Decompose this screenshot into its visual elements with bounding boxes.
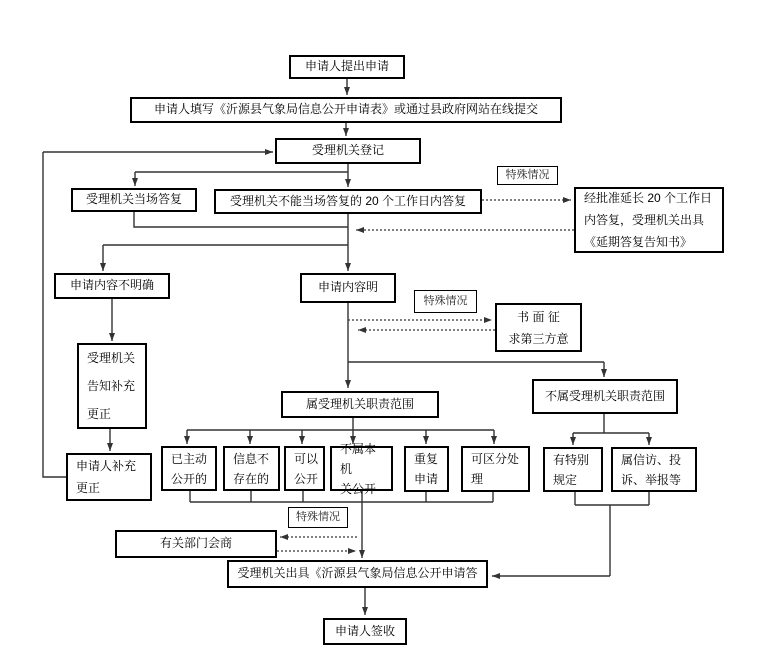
node-apply: 申请人提出申请 bbox=[289, 55, 405, 79]
node-register: 受理机关登记 bbox=[275, 138, 421, 164]
node-fill-form: 申请人填写《沂源县气象局信息公开申请表》或通过县政府网站在线提交 bbox=[130, 97, 562, 123]
node-department-consult: 有关部门会商 bbox=[115, 530, 277, 558]
node-petition-complaint: 属信访、投 诉、举报等 bbox=[611, 447, 697, 492]
node-already-public: 已主动 公开的 bbox=[161, 446, 217, 491]
node-notify-supplement: 受理机关 告知补充 更正 bbox=[77, 343, 147, 429]
node-applicant-sign: 申请人签收 bbox=[323, 618, 407, 645]
node-distinguishable: 可区分处 理 bbox=[461, 446, 530, 492]
node-content-unclear: 申请内容不明确 bbox=[54, 273, 170, 299]
node-20day-reply: 受理机关不能当场答复的 20 个工作日内答复 bbox=[214, 189, 482, 214]
node-applicant-supplement: 申请人补充 更正 bbox=[66, 453, 152, 501]
node-repeat-apply: 重复 申请 bbox=[404, 446, 449, 492]
node-can-be-public: 可以 公开 bbox=[284, 446, 325, 491]
node-info-not-exist: 信息不 存在的 bbox=[223, 446, 280, 491]
node-special-case-2: 特殊情况 bbox=[414, 290, 477, 313]
node-special-rule: 有特别 规定 bbox=[543, 447, 603, 492]
node-delay-reply: 经批准延长 20 个工作日 内答复，受理机关出具 《延期答复告知书》 bbox=[574, 187, 724, 253]
node-out-of-scope: 不属受理机关职责范围 bbox=[532, 379, 678, 414]
node-special-case-3: 特殊情况 bbox=[288, 507, 348, 528]
node-in-scope: 属受理机关职责范围 bbox=[281, 391, 439, 418]
node-third-party-opinion: 书 面 征 求第三方意 bbox=[495, 303, 582, 352]
node-issue-answer: 受理机关出具《沂源县气象局信息公开申请答 bbox=[227, 560, 488, 588]
node-onspot-reply: 受理机关当场答复 bbox=[71, 188, 197, 212]
node-special-case-1: 特殊情况 bbox=[497, 166, 558, 185]
node-content-clear: 申请内容明 bbox=[300, 273, 396, 303]
node-not-this-organ: 不属本机 关公开 bbox=[330, 446, 393, 491]
